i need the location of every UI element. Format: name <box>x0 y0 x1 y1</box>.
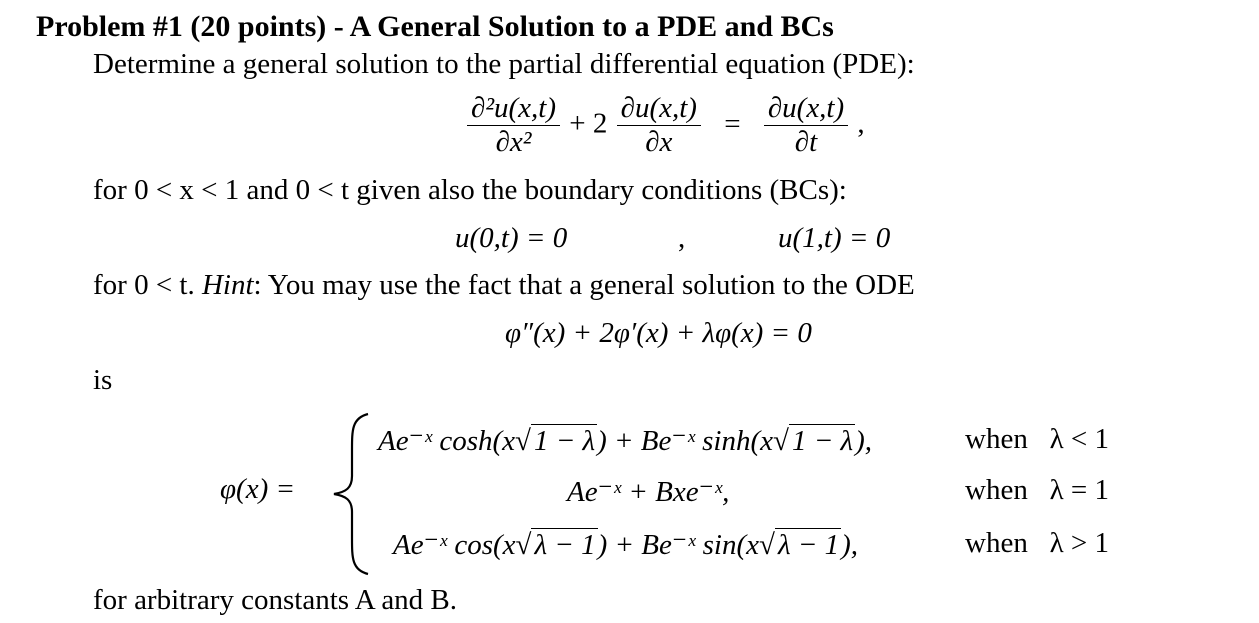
case-row-3-cond: when λ > 1 <box>965 527 1109 559</box>
case1-radical-a: 1 − λ <box>531 424 597 458</box>
pde-rhs-fraction <box>764 92 848 160</box>
case1-radical-b: 1 − λ <box>789 424 855 458</box>
left-brace <box>330 410 374 578</box>
case-row-1-cond: when λ < 1 <box>965 423 1109 455</box>
pde-term1-num: ∂²u(x,t) <box>467 92 560 126</box>
pde-equation <box>465 92 865 160</box>
case-row-2-cond: when λ = 1 <box>965 474 1109 506</box>
hint-text: : You may use the fact that a general solution to the ODE <box>253 269 915 301</box>
case3-expr-b: ) + Be⁻ˣ sin(x <box>597 529 760 561</box>
pde-equals: = <box>724 107 741 140</box>
closing-text: for arbitrary constants A and B. <box>93 584 458 616</box>
case3-radical-a: λ − 1 <box>531 528 597 562</box>
hint-line <box>93 269 915 302</box>
case-row-1-expr: Ae⁻ˣ cosh(x√ 1 − λ) + Be⁻ˣ sinh(x√ 1 − λ), <box>378 425 872 457</box>
ode-equation: φ″(x) + 2φ′(x) + λφ(x) = 0 <box>505 317 812 349</box>
case3-radical-b: λ − 1 <box>775 528 841 562</box>
intro-text: Determine a general solution to the partial differential equation (PDE): <box>93 48 915 80</box>
case-row-2-expr: Ae⁻ˣ + Bxe⁻ˣ, <box>567 476 730 508</box>
hint-prefix: for 0 < t. <box>93 269 195 301</box>
case1-expr-b: ) + Be⁻ˣ sinh(x <box>597 425 774 457</box>
pde-comma: , <box>857 107 865 140</box>
bc-left: u(0,t) = 0 <box>455 222 568 254</box>
pde-term1-fraction <box>467 92 560 160</box>
case-row-3-expr: Ae⁻ˣ cos(x√ λ − 1) + Be⁻ˣ sin(x√ λ − 1), <box>393 529 858 561</box>
case3-expr-c: ), <box>841 529 858 561</box>
case1-expr-c: ), <box>855 425 872 457</box>
bc-separator: , <box>678 222 686 254</box>
phi-lhs: φ(x) = <box>220 473 296 505</box>
is-text: is <box>93 364 113 396</box>
case3-expr-a: Ae⁻ˣ cos(x <box>393 529 516 561</box>
pde-term2-den: ∂x <box>645 126 673 159</box>
problem-title: Problem #1 (20 points) - A General Solution to a PDE and BCs <box>36 10 834 43</box>
domain-text: for 0 < x < 1 and 0 < t given also the boundary conditions (BCs): <box>93 174 847 206</box>
bc-right: u(1,t) = 0 <box>778 222 891 254</box>
pde-rhs-num: ∂u(x,t) <box>764 92 848 126</box>
hint-label: Hint <box>201 269 254 301</box>
pde-term2-fraction <box>617 92 701 160</box>
case1-expr-a: Ae⁻ˣ cosh(x <box>378 425 516 457</box>
pde-plus: + 2 <box>569 107 608 140</box>
pde-term1-den: ∂x² <box>495 126 532 159</box>
pde-rhs-den: ∂t <box>794 126 818 159</box>
pde-term2-num: ∂u(x,t) <box>617 92 701 126</box>
